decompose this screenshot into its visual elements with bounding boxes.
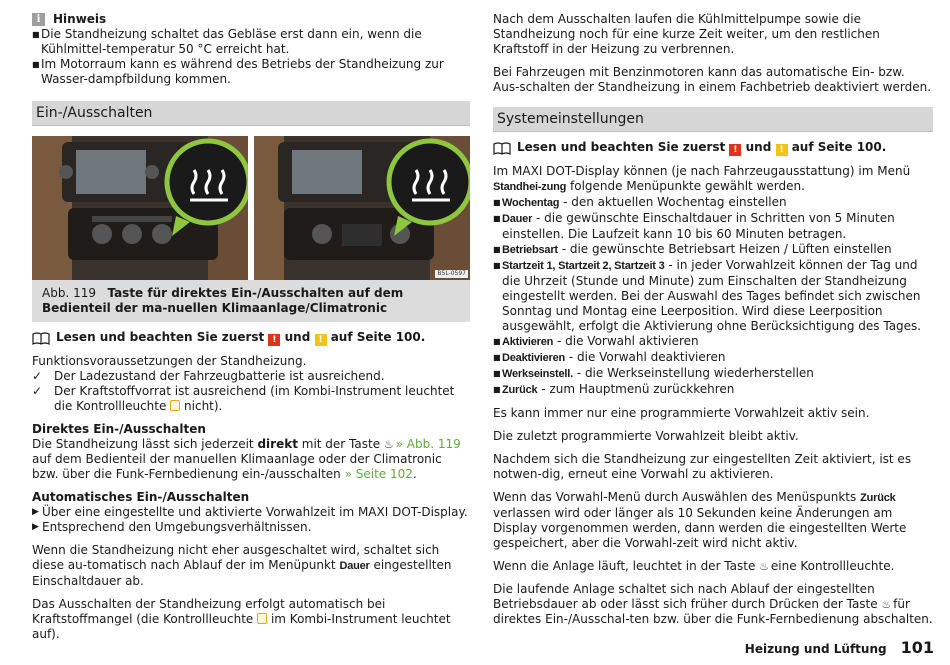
list-item: ■ Die Standheizung schaltet das Gebläse erst dann ein, wenn die Kühlmittel-temperatur 50 °C erreicht hat. (32, 27, 422, 56)
list-item: ■ Zurück - zum Hauptmenü zurückkehren (493, 382, 735, 396)
paragraph-shutdown: Die laufende Anlage schaltet sich nach Ablauf der eingestellten Betriebsdauer ab oder lässt sich früher durch Drücken der Taste ♨ für direktes Ein-/Ausschal-ten bzw. über die Funk-Fernbedienung abschalten. (493, 582, 933, 626)
list-item: ■ Betriebsart - die gewünschte Betriebsart Heizen / Lüften einstellen (493, 242, 892, 256)
bullet-icon: ■ (493, 385, 501, 394)
bullet-icon: ■ (32, 60, 40, 69)
list-item: ■ Dauer - die gewünschte Einschaltdauer in Schritten von 5 Minuten einstellen. Die Laufzeit kann 10 bis 60 Minuten betragen. (493, 211, 895, 241)
warning-yellow-icon: ! (315, 334, 327, 346)
bullet-icon: ■ (32, 30, 40, 39)
warning-red-icon: ! (268, 334, 280, 346)
bullet-icon: ■ (493, 245, 501, 254)
bullet-icon: ■ (493, 337, 501, 346)
bullet-icon: ■ (493, 198, 501, 207)
list-item: ▶ Über eine eingestellte und aktivierte Vorwahlzeit im MAXI DOT-Display. (32, 505, 468, 519)
page-link[interactable]: » Seite 102 (344, 467, 413, 481)
list-item: ■ Startzeit 1, Startzeit 2, Startzeit 3 - in jeder Vorwahlzeit können der Tag und die Uhrzeit (Stunde und Minute) zum Einschalten der Standheizung eingestellt werden. Bei der Auswahl des Tages befindet sich zwischen Sonntag und Montag eine Leerposition. Wird diese Leerposition ausgewählt, erfolgt die Aktivierung ohne Berücksichtigung des Tages. (493, 258, 922, 333)
left-column (32, 12, 470, 642)
bullet-icon: ■ (493, 214, 501, 223)
list-item: ■ Im Motorraum kann es während des Betriebs der Standheizung zur Wasser-dampfbildung kommen. (32, 57, 444, 86)
caption-label: Abb. 119 (42, 286, 96, 300)
paragraph-menu-exit: Wenn das Vorwahl-Menü durch Auswählen des Menüspunkts Zurück verlassen wird oder länger als 10 Sekunden keine Änderungen am Display vorgenommen werden, dann werden die eingestellten Werte gespeichert, aber die Vorwahl-zeit wird nicht aktiv. (493, 490, 907, 550)
lesen-note: Lesen und beachten Sie zuerst ! und ! auf Seite 100. (32, 330, 470, 346)
check-icon: ✓ (32, 384, 43, 398)
fuel-lamp-icon (257, 613, 267, 624)
figure-caption (32, 280, 470, 322)
page-reference-link[interactable]: auf Seite 100. (791, 140, 887, 154)
hinweis-header (32, 12, 470, 27)
hinweis-title: Hinweis (53, 12, 107, 26)
automatisch-heading: Automatisches Ein-/Ausschalten (32, 490, 250, 504)
figure-119 (32, 136, 470, 280)
heater-icon: ♨ (881, 598, 890, 611)
paragraph-last-active: Die zuletzt programmierte Vorwahlzeit bleibt aktiv. (493, 429, 799, 443)
list-item: ✓ Der Ladezustand der Fahrzeugbatterie ist ausreichend. (32, 369, 385, 383)
list-item: ▶ Entsprechend den Umgebungsverhältnissen. (32, 520, 312, 534)
list-item: ■ Deaktivieren - die Vorwahl deaktivieren (493, 350, 726, 364)
triangle-bullet-icon: ▶ (32, 507, 39, 517)
figure-link[interactable]: » Abb. 119 (395, 437, 461, 451)
list-item: ✓ Der Kraftstoffvorrat ist ausreichend (im Kombi-Instrument leuchtet die Kontrollleuchte nicht). (32, 384, 455, 413)
section-heading-system: Systemeinstellungen (493, 107, 933, 132)
bullet-icon: ■ (493, 261, 501, 270)
dashboard-photo-left (32, 136, 248, 280)
section-heading-ein-aus: Ein-/Ausschalten (32, 101, 470, 126)
paragraph-one-active: Es kann immer nur eine programmierte Vorwahlzeit aktiv sein. (493, 406, 870, 420)
heater-icon: ♨ (383, 438, 392, 451)
page-footer (745, 640, 934, 657)
page-reference-link[interactable]: auf Seite 100. (330, 330, 426, 344)
figure-code: B5L-0597 (437, 270, 466, 277)
automatisch-list (32, 505, 470, 535)
fuel-lamp-icon (170, 400, 180, 411)
paragraph-fuel-shortage: Das Ausschalten der Standheizung erfolgt automatisch bei Kraftstoffmangel (die Kontrollleuchte im Kombi-Instrument leuchtet auf). (32, 597, 451, 641)
direktes-heading: Direktes Ein-/Ausschalten (32, 422, 206, 436)
direktes-text: Die Standheizung lässt sich jederzeit direkt mit der Taste ♨ » Abb. 119 auf dem Bedienteil der manuellen Klimaanlage oder der Climatronic bzw. über die Funk-Fernbedienung ein-/ausschalten » Seite 102. (32, 437, 461, 481)
warning-red-icon: ! (729, 144, 741, 156)
warning-yellow-icon: ! (776, 144, 788, 156)
paragraph-benzin: Bei Fahrzeugen mit Benzinmotoren kann das automatische Ein- bzw. Aus-schalten der Standheizung in einem Fachbetrieb deaktiviert werden. (493, 65, 932, 94)
info-icon: i (32, 13, 45, 26)
bullet-icon: ■ (493, 353, 501, 362)
book-icon (32, 332, 50, 345)
paragraph-control-lamp: Wenn die Anlage läuft, leuchtet in der Taste ♨ eine Kontrollleuchte. (493, 559, 895, 573)
paragraph-auto-off: Wenn die Standheizung nicht eher ausgeschaltet wird, schaltet sich diese au-tomatisch nach Ablauf der im Menüpunkt Dauer eingestellten Einschaltdauer ab. (32, 543, 452, 588)
list-item: ■ Aktivieren - die Vorwahl aktivieren (493, 334, 699, 348)
funktion-intro: Funktionsvoraussetzungen der Standheizung. (32, 354, 307, 368)
caption-text: Taste für direktes Ein-/Ausschalten auf dem Bedienteil der ma-nuellen Klimaanlage/Climatronic (42, 286, 404, 315)
footer-section-title: Heizung und Lüftung (744, 642, 887, 656)
page-number: 101 (900, 638, 934, 657)
dashboard-photo-right (254, 136, 470, 280)
paragraph-afterrun: Nach dem Ausschalten laufen die Kühlmittelpumpe sowie die Standheizung noch für eine kurze Zeit weiter, um den restlichen Kraftstoff in der Heizung zu verbrennen. (493, 12, 880, 56)
check-icon: ✓ (32, 369, 43, 383)
lesen-note: Lesen und beachten Sie zuerst ! und ! auf Seite 100. (493, 140, 933, 156)
heater-icon: ♨ (759, 560, 768, 573)
menu-items-list (493, 195, 933, 398)
hinweis-block (32, 12, 470, 87)
check-list (32, 369, 470, 414)
hinweis-list (32, 27, 470, 87)
paragraph-reactivate: Nachdem sich die Standheizung zur eingestellten Zeit aktiviert, ist es notwen-dig, erneut eine Vorwahl zu aktivieren. (493, 452, 912, 481)
bullet-icon: ■ (493, 369, 501, 378)
menu-intro: Im MAXI DOT-Display können (je nach Fahrzeugausstattung) im Menü Standhei-zung folgende Menüpunkte gewählt werden. (493, 164, 911, 193)
right-column (493, 12, 933, 627)
list-item: ■ Werkseinstell. - die Werkseinstellung wiederherstellen (493, 366, 814, 380)
list-item: ■ Wochentag - den aktuellen Wochentag einstellen (493, 195, 787, 209)
triangle-bullet-icon: ▶ (32, 522, 39, 532)
book-icon (493, 142, 511, 155)
